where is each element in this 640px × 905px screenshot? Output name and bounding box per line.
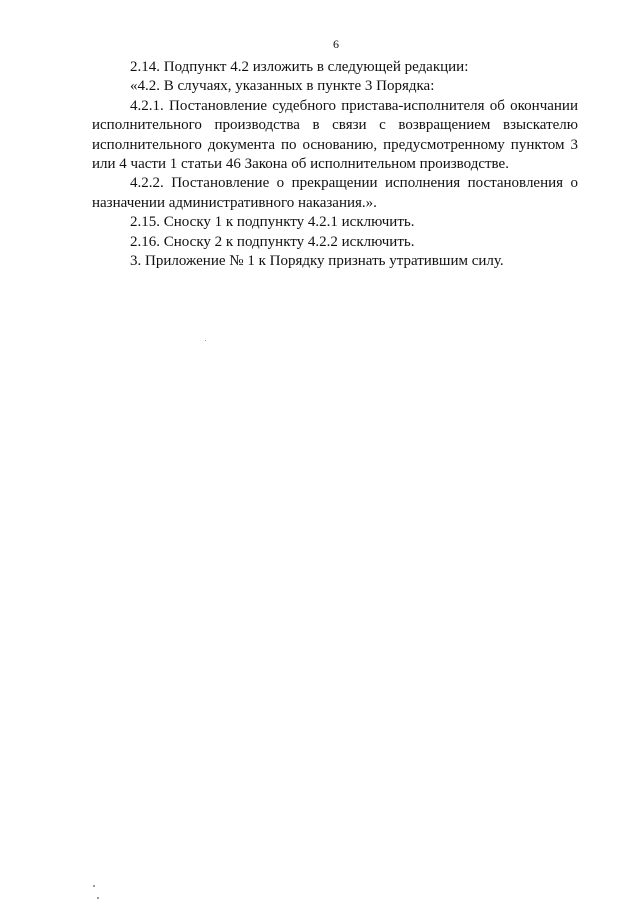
paragraph-3: 3. Приложение № 1 к Порядку признать утратившим силу.: [130, 253, 504, 270]
paragraph-2-14: 2.14. Подпункт 4.2 изложить в следующей редакции:: [130, 59, 469, 75]
scan-artifact: [205, 340, 206, 341]
paragraph-2-15: 2.15. Сноску 1 к подпункту 4.2.1 исключить.: [130, 214, 415, 231]
page-number: 6: [333, 37, 339, 51]
document-body: [92, 58, 578, 271]
scan-artifact: [93, 885, 95, 887]
paragraph-4-2-1: 4.2.1. Постановление судебного пристава-исполнителя об окончании исполнительного производства в связи с возвращением взыскателю исполнительного документа по основанию, предусмотренному пунктом 3 или 4 части 1 статьи 46 Закона об исполнительном производстве.: [92, 97, 578, 173]
scan-artifact: [97, 897, 99, 899]
paragraph-4-2: «4.2. В случаях, указанных в пункте 3 Порядка:: [130, 78, 435, 95]
paragraph-2-16: 2.16. Сноску 2 к подпункту 4.2.2 исключить.: [130, 233, 415, 250]
paragraph-4-2-2: 4.2.2. Постановление о прекращении исполнения постановления о назначении административного наказания.».: [92, 175, 578, 211]
